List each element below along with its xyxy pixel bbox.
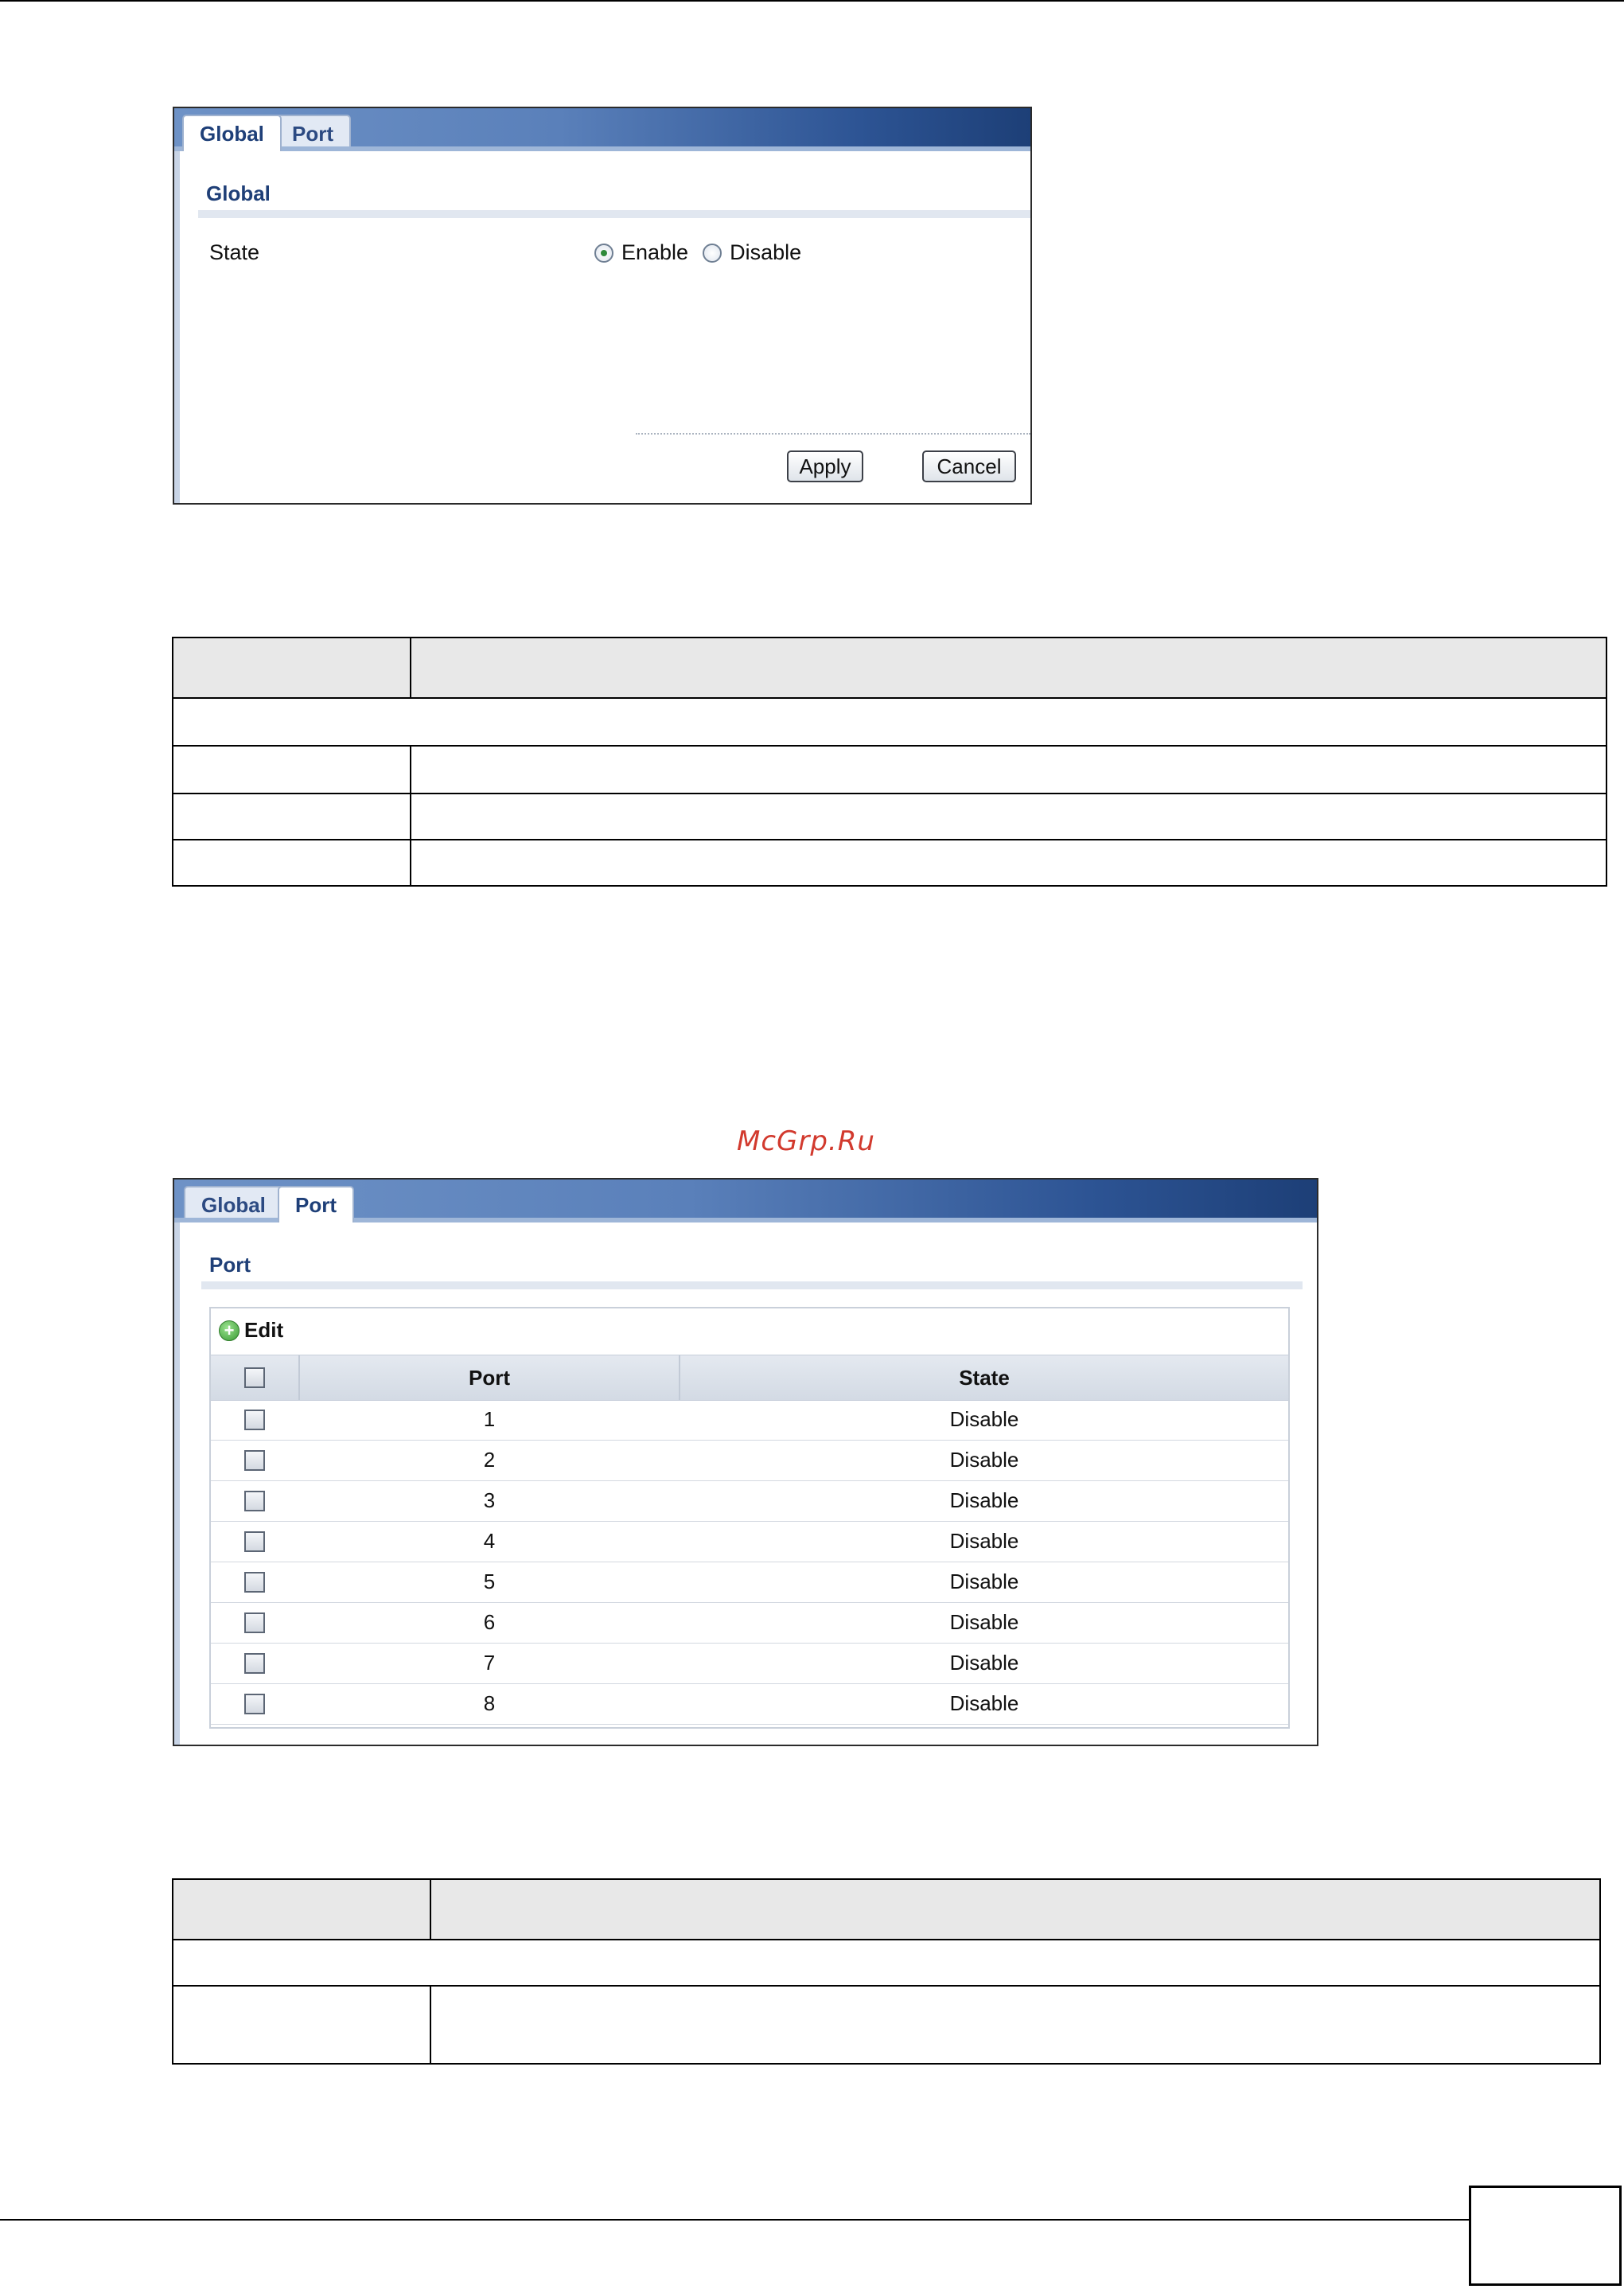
- table-row[interactable]: [211, 1562, 1288, 1603]
- row-checkbox[interactable]: [244, 1694, 265, 1714]
- table-header-row: [173, 1880, 1599, 1939]
- port-cell: 3: [483, 1488, 496, 1512]
- port-cell: 8: [483, 1691, 496, 1715]
- tab-global[interactable]: Global: [184, 1186, 283, 1222]
- section-title: Global: [206, 181, 271, 205]
- enable-radio[interactable]: [594, 244, 613, 263]
- row-checkbox[interactable]: [244, 1531, 265, 1552]
- state-label: State: [209, 240, 260, 264]
- state-radio-group: [594, 240, 808, 265]
- table-row[interactable]: [211, 1643, 1288, 1684]
- table-section-row: [173, 1939, 1599, 1940]
- table-header: [211, 1355, 1288, 1401]
- disable-radio[interactable]: [703, 244, 722, 263]
- tab-port[interactable]: Port: [275, 115, 351, 151]
- disable-radio-label[interactable]: Disable: [730, 240, 802, 264]
- table-row[interactable]: [211, 1683, 1288, 1725]
- state-cell: Disable: [949, 1488, 1019, 1512]
- table-row[interactable]: [211, 1399, 1288, 1441]
- state-cell: Disable: [949, 1610, 1019, 1634]
- table-row: [173, 745, 1606, 747]
- table-row[interactable]: [211, 1480, 1288, 1522]
- port-cell: 2: [483, 1448, 496, 1472]
- edit-label: Edit: [244, 1318, 284, 1342]
- column-divider: [410, 638, 411, 697]
- table-row[interactable]: [211, 1602, 1288, 1644]
- state-cell: Disable: [949, 1448, 1019, 1472]
- tab-bar: [174, 108, 1030, 151]
- table-row: [173, 793, 1606, 794]
- row-checkbox[interactable]: [244, 1612, 265, 1633]
- global-panel: [173, 107, 1032, 505]
- column-divider: [410, 745, 411, 885]
- button-divider: [636, 433, 1030, 435]
- table-row[interactable]: [211, 1440, 1288, 1481]
- watermark-text: McGrp.Ru: [737, 1125, 875, 1157]
- table-row: [173, 1985, 1599, 1987]
- row-checkbox[interactable]: [244, 1450, 265, 1471]
- state-cell: Disable: [949, 1651, 1019, 1675]
- port-cell: 1: [483, 1407, 496, 1431]
- column-divider: [430, 1985, 431, 2063]
- footer-rule: [0, 2219, 1472, 2221]
- table-header-row: [173, 638, 1606, 697]
- port-description-table: [172, 1878, 1601, 2065]
- table-row: [173, 839, 1606, 840]
- port-table: [209, 1307, 1290, 1729]
- top-rule: [0, 0, 1624, 2]
- tab-port[interactable]: Port: [278, 1186, 354, 1222]
- column-divider: [430, 1880, 431, 1939]
- edit-button[interactable]: [219, 1318, 283, 1343]
- port-cell: 7: [483, 1651, 496, 1675]
- port-panel: [173, 1178, 1318, 1746]
- state-cell: Disable: [949, 1570, 1019, 1593]
- row-checkbox[interactable]: [244, 1491, 265, 1511]
- row-checkbox[interactable]: [244, 1410, 265, 1430]
- port-cell: 6: [483, 1610, 496, 1634]
- row-checkbox[interactable]: [244, 1572, 265, 1593]
- table-row[interactable]: [211, 1521, 1288, 1562]
- cancel-button[interactable]: Cancel: [922, 450, 1016, 482]
- column-header-port: Port: [469, 1365, 510, 1390]
- table-section-row: [173, 697, 1606, 699]
- apply-button[interactable]: Apply: [787, 450, 863, 482]
- global-description-table: [172, 637, 1607, 887]
- select-all-cell: [211, 1355, 298, 1400]
- section-divider: [201, 1281, 1303, 1289]
- section-title: Port: [209, 1253, 251, 1277]
- page-number-box: [1469, 2186, 1622, 2286]
- row-checkbox[interactable]: [244, 1653, 265, 1674]
- enable-radio-label[interactable]: Enable: [621, 240, 689, 264]
- add-icon: +: [219, 1320, 240, 1341]
- panel-left-border: [174, 108, 180, 503]
- select-all-checkbox[interactable]: [244, 1367, 265, 1388]
- section-divider: [198, 210, 1030, 218]
- panel-left-border: [174, 1180, 180, 1745]
- state-cell: Disable: [949, 1691, 1019, 1715]
- tab-global[interactable]: Global: [182, 115, 282, 151]
- column-header-state: State: [959, 1365, 1010, 1390]
- port-cell: 5: [483, 1570, 496, 1593]
- tab-bar: [174, 1180, 1317, 1222]
- port-cell: 4: [483, 1529, 496, 1553]
- state-cell: Disable: [949, 1407, 1019, 1431]
- state-cell: Disable: [949, 1529, 1019, 1553]
